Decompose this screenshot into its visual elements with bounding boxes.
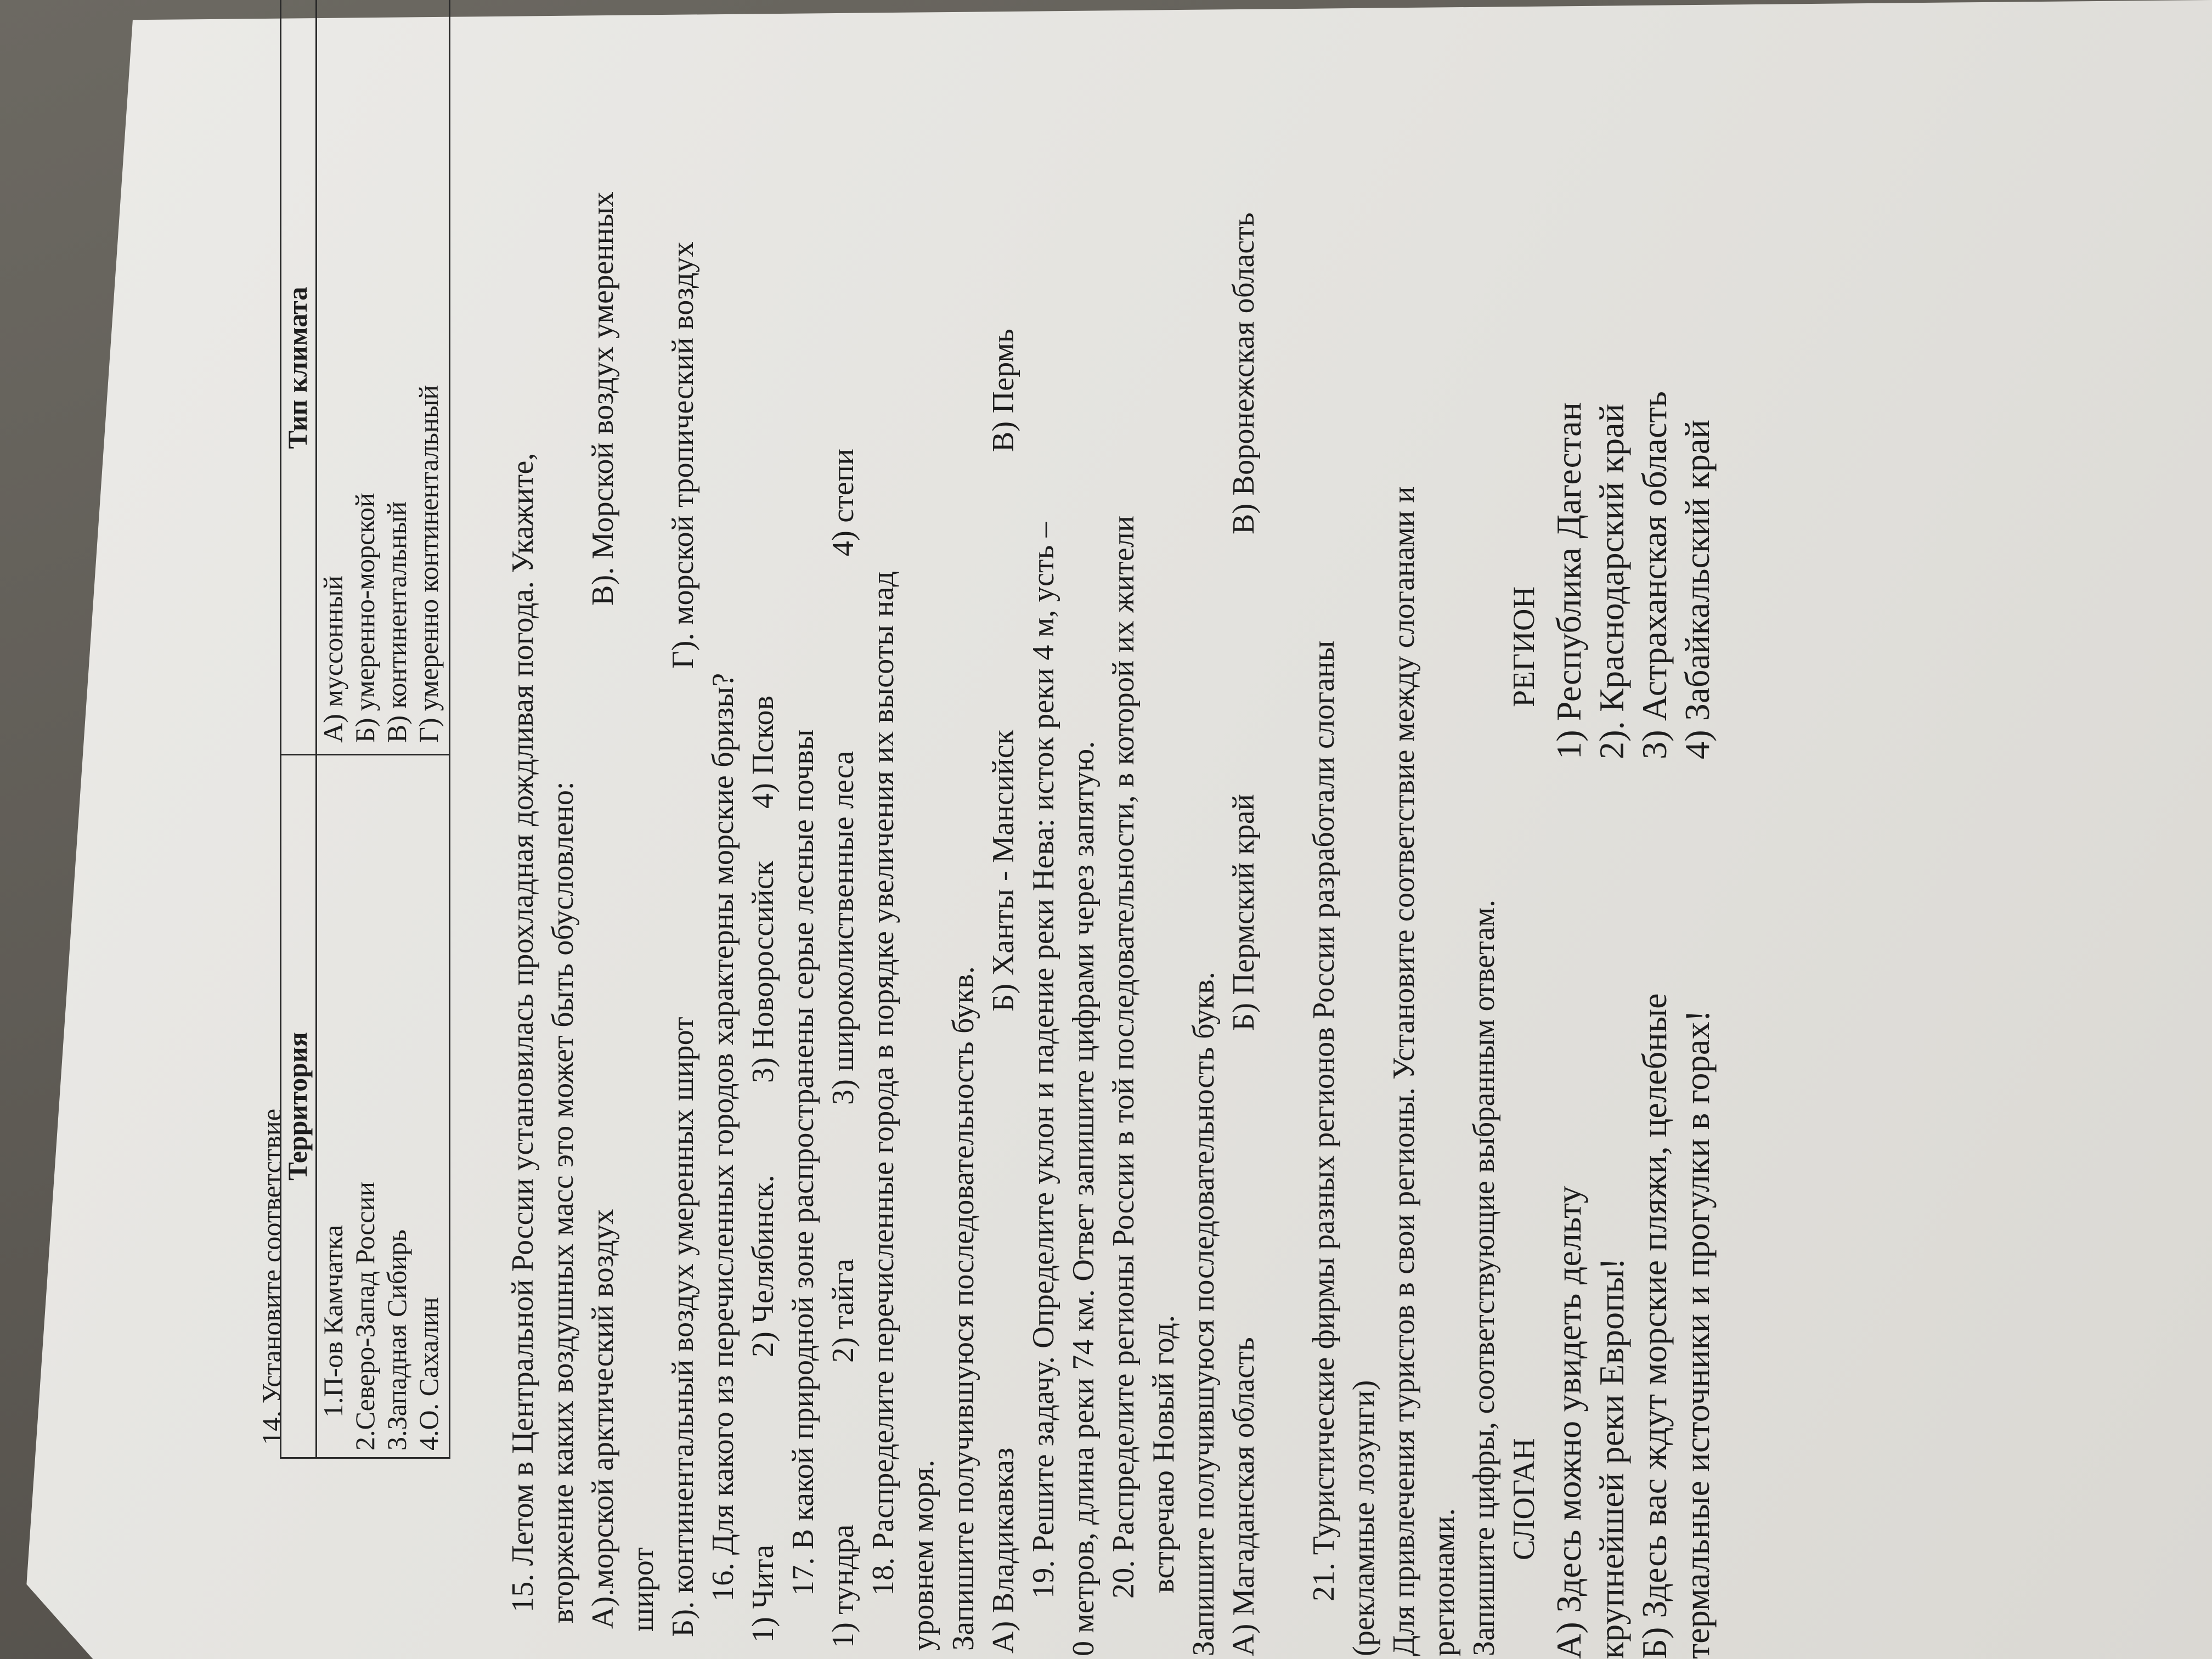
q15-text-line2: вторжение каких воздушных масс это может быть обусловлено: — [546, 781, 580, 1623]
q17-option-4: 4) степи — [826, 448, 860, 556]
q15-option-g: Г). морской тропический воздух — [666, 241, 700, 669]
q14-territories-cell — [317, 755, 450, 1458]
q20-instruction: Запишите получившуюся последовательность букв. — [1187, 972, 1221, 1656]
q16-option-1: 1) Чита — [746, 1544, 780, 1643]
q15-option-v: В). Морской воздух умеренных — [586, 191, 620, 606]
q16-text: 16. Для какого из перечисленных городов характерны морские бризы? — [706, 673, 740, 1601]
q14-territory-item: 3.Западная Сибирь — [381, 1229, 412, 1451]
q14-col-climate-header: Тип климата — [281, 0, 317, 755]
q21-slogan-a-line2: крупнейшей реки Европы! — [1592, 1257, 1631, 1659]
q21-region-4: 4) Забайкальский край — [1678, 419, 1717, 759]
q21-text-line2: (рекламные лозунги) — [1347, 1380, 1381, 1656]
q14-climate-item: А) муссонный — [318, 575, 348, 743]
q14-territory-item: 2.Северо-Запад России — [349, 1182, 380, 1451]
q16-option-3: 3) Новороссийск — [746, 860, 780, 1083]
q19-text-line2: 0 метров, длина реки 74 км. Ответ запишите цифрами через запятую. — [1066, 741, 1101, 1656]
q21-text-line1: 21. Туристические фирмы разных регионов России разработали слоганы — [1307, 640, 1341, 1601]
q21-region-2: 2). Краснодарский край — [1592, 403, 1631, 759]
q14-title: 14. Установите соответствие — [256, 1108, 287, 1445]
q18-text-line2: уровнем моря. — [906, 1459, 940, 1651]
q21-text-line4: регионами. — [1427, 1508, 1461, 1656]
q17-option-1: 1) тундра — [826, 1524, 860, 1648]
q15-text-line1: 15. Летом в Центральной России установилась прохладная дождливая погода. Укажите, — [506, 453, 540, 1612]
q17-text: 17. В какой природной зоне распространены серые лесные почвы — [786, 729, 820, 1596]
q17-option-3: 3) широколиственные леса — [826, 751, 860, 1105]
q20-option-a: А) Магаданская область — [1227, 1337, 1261, 1656]
q14-territory-item: 4.О. Сахалин — [413, 1297, 444, 1451]
q14-territory-item: 1.П-ов Камчатка — [318, 1224, 348, 1418]
q21-slogan-a-line1: А) Здесь можно увидеть дельту — [1549, 1186, 1588, 1659]
q21-slogan-b-line1: Б) Здесь вас ждут морские пляжи, целебные — [1635, 993, 1674, 1659]
q21-slogan-header: СЛОГАН — [1507, 1438, 1541, 1560]
q15-option-b: Б). континентальный воздух умеренных широт — [666, 1017, 700, 1637]
q20-option-b: Б) Пермский край — [1227, 794, 1261, 1031]
q20-text-line1: 20. Распределите регионы России в той последовательности, в которой их жители — [1107, 515, 1141, 1599]
q15-option-v-continued: широт — [626, 1547, 660, 1632]
q20-option-v: В) Воронежская область — [1227, 212, 1261, 534]
q18-option-a: А) Владикавказ — [986, 1447, 1020, 1654]
q14-col-territory-header: Территория — [281, 755, 317, 1458]
q14-climate-item: Г) умеренно континентальный — [413, 385, 444, 743]
q19-text-line1: 19. Решите задачу. Определите уклон и падение реки Нева: исток реки 4 м, усть – — [1026, 522, 1060, 1599]
q21-region-1: 1) Республика Дагестан — [1549, 402, 1588, 759]
q14-climates-cell — [317, 0, 450, 755]
q18-text-line1: 18. Распределите перечисленные города в порядке увеличения их высоты над — [866, 571, 900, 1596]
q21-region-3: 3) Астраханская область — [1635, 391, 1674, 759]
q18-option-v: В) Пермь — [986, 328, 1020, 452]
q18-option-b: Б) Ханты - Мансийск — [986, 729, 1020, 1012]
q21-slogan-b-line2: термальные источники и прогулки в горах! — [1678, 1009, 1717, 1659]
q14-climate-item: Б) умеренно-морской — [349, 493, 380, 743]
q21-text-line5: Запишите цифры, соответствующие выбранным ответам. — [1467, 899, 1501, 1656]
q15-option-a: А).морской арктический воздух — [586, 1209, 620, 1629]
q16-option-4: 4) Псков — [746, 695, 780, 809]
q18-instruction: Запишите получившуюся последовательность букв. — [946, 966, 980, 1651]
q20-text-line2: встречаю Новый год. — [1147, 1314, 1181, 1593]
q14-climate-item: В) континентальный — [381, 501, 412, 743]
q17-option-2: 2) тайга — [826, 1258, 860, 1363]
q16-option-2: 2) Челябинск. — [746, 1175, 780, 1357]
q21-text-line3: Для привлечения туристов в свои регионы. Установите соответствие между слоганами и — [1387, 486, 1421, 1656]
q21-region-header: РЕГИОН — [1507, 586, 1541, 707]
q14-table — [280, 0, 450, 1459]
